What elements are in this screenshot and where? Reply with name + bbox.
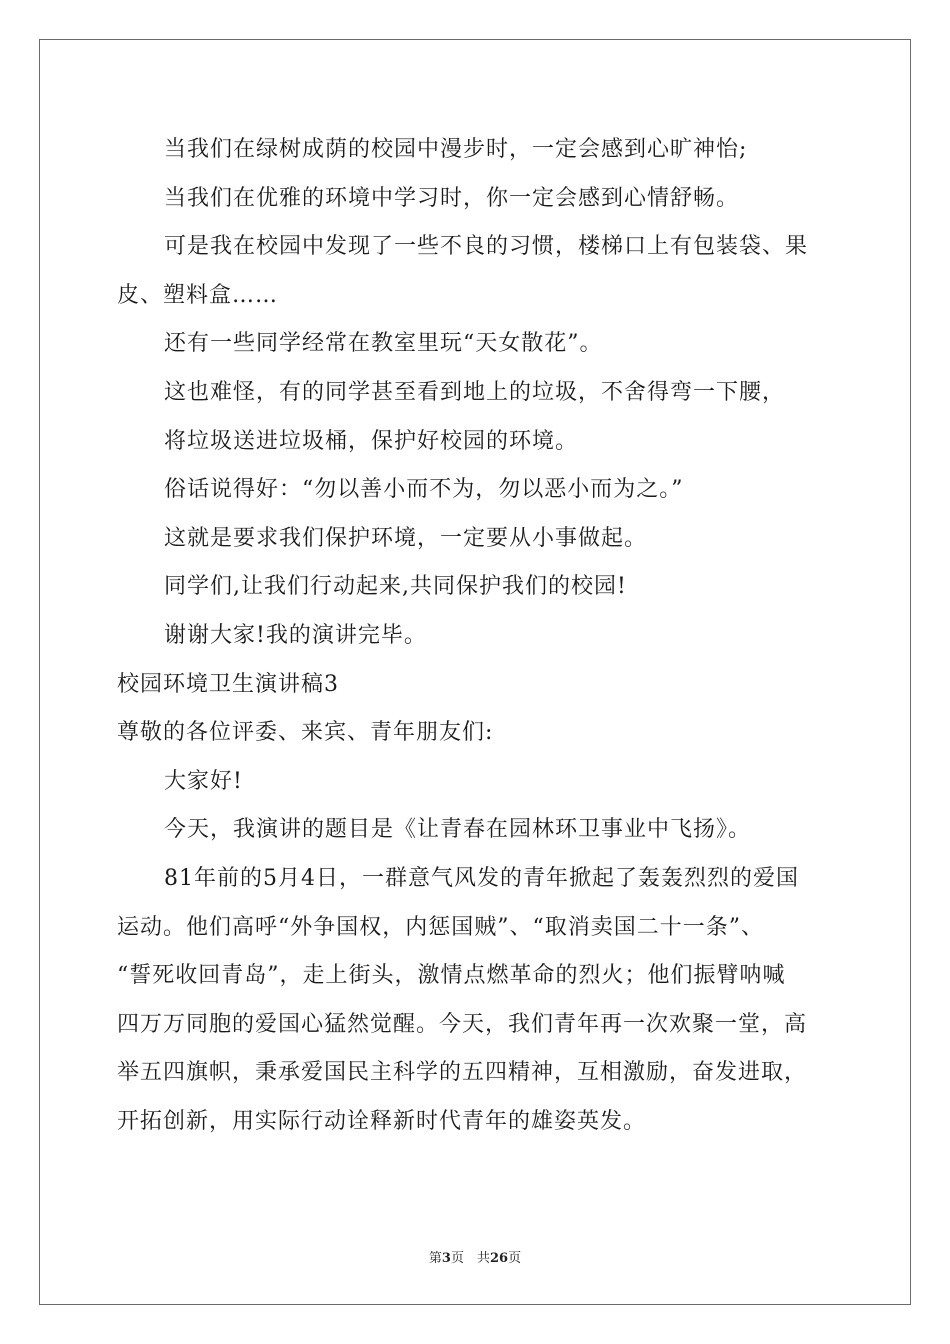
- paragraph-line: 还有一些同学经常在教室里玩“天女散花”。: [164, 331, 603, 357]
- paragraph-line: 同学们,让我们行动起来,共同保护我们的校园!: [164, 574, 627, 600]
- section-title: 校园环境卫生演讲稿3: [117, 671, 339, 697]
- paragraph-line: 皮、塑料盒……: [117, 282, 279, 308]
- current-page-number: 3: [441, 1251, 451, 1266]
- paragraph-line: 运动。他们高呼“外争国权，内惩国贼”、“取消卖国二十一条”、: [117, 914, 764, 940]
- footer-suffix: 页: [508, 1251, 522, 1266]
- document-body: [117, 126, 835, 1146]
- paragraph-line: 当我们在绿树成荫的校园中漫步时，一定会感到心旷神怡;: [164, 137, 748, 162]
- paragraph-line: 四万万同胞的爱国心猛然觉醒。今天，我们青年再一次欢聚一堂，高: [117, 1011, 808, 1037]
- paragraph-line: 谢谢大家!我的演讲完毕。: [164, 622, 427, 648]
- paragraph-line: 当我们在优雅的环境中学习时，你一定会感到心情舒畅。: [164, 185, 740, 211]
- paragraph-line: 这也难怪，有的同学甚至看到地上的垃圾，不舍得弯一下腰，: [164, 379, 786, 405]
- footer-middle: 页 共: [450, 1251, 490, 1266]
- total-page-count: 26: [489, 1251, 509, 1266]
- paragraph-line: 这就是要求我们保护环境，一定要从小事做起。: [164, 525, 648, 551]
- paragraph-line: 举五四旗帜，秉承爱国民主科学的五四精神，互相激励，奋发进取，: [117, 1060, 808, 1086]
- paragraph-line: 今天，我演讲的题目是《让青春在园林环卫事业中飞扬》。: [164, 817, 752, 843]
- paragraph-line: 可是我在校园中发现了一些不良的习惯，楼梯口上有包装袋、果: [164, 234, 809, 260]
- footer-prefix: 第: [428, 1251, 442, 1266]
- paragraph-line: 俗话说得好：“勿以善小而不为，勿以恶小而为之。”: [164, 477, 684, 503]
- paragraph-line: 大家好!: [164, 768, 243, 794]
- paragraph-line: 开拓创新，用实际行动诠释新时代青年的雄姿英发。: [117, 1108, 647, 1134]
- paragraph-line: 将垃圾送进垃圾桶，保护好校园的环境。: [164, 428, 579, 454]
- paragraph-line: “誓死收回青岛”，走上街头，激情点燃革命的烈火；他们振臂呐喊: [117, 963, 786, 989]
- paragraph-line: 81年前的5月4日，一群意气风发的青年掀起了轰轰烈烈的爱国: [164, 865, 799, 891]
- page-footer: [0, 1247, 950, 1266]
- salutation: 尊敬的各位评委、来宾、青年朋友们:: [117, 720, 494, 746]
